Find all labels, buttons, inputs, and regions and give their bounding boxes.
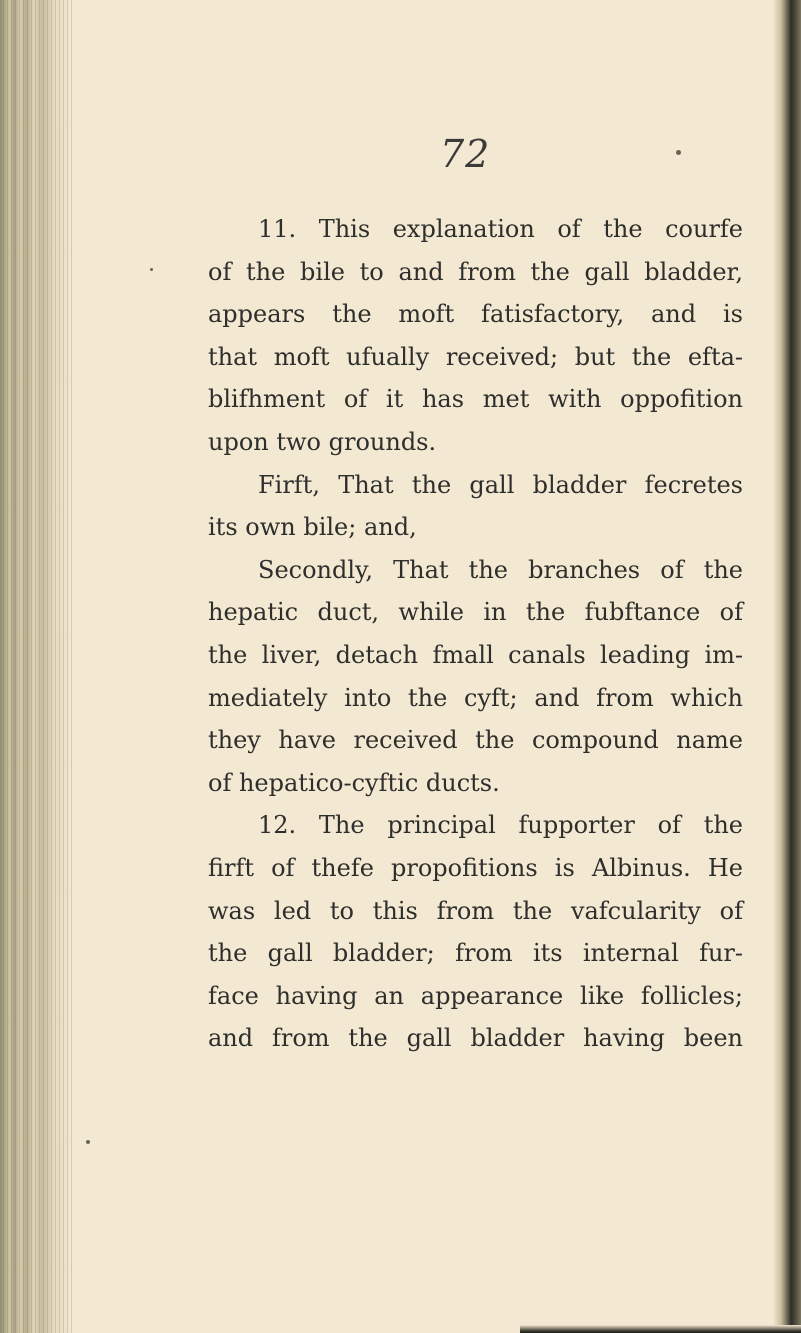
text-line: mediately into the cyft; and from which [208, 683, 743, 712]
text-line: of the bile to and from the gall bladder, [208, 257, 743, 286]
ink-speck [86, 1140, 90, 1144]
text-line: hepatic duct, while in the fubftance of [208, 598, 743, 627]
text-line: and from the gall bladder having been [208, 1024, 743, 1053]
text-line: Secondly, That the branches of the [258, 555, 743, 584]
text-line: appears the moft fatisfactory, and is [208, 300, 743, 329]
ink-speck [676, 150, 681, 155]
text-line: 12. The principal fupporter of the [258, 811, 743, 840]
text-line: the liver, detach fmall canals leading im- [208, 640, 743, 669]
page-right-edge [773, 0, 801, 1333]
page-bottom-edge [520, 1325, 801, 1333]
text-line: they have received the compound name [208, 726, 743, 755]
text-line: 11. This explanation of the courfe [258, 215, 743, 243]
ink-speck [150, 268, 153, 271]
body-text [208, 208, 743, 1060]
text-line: Firft, That the gall bladder fecretes [258, 470, 743, 499]
text-line: the gall bladder; from its internal fur- [208, 939, 743, 968]
text-line: face having an appearance like follicles; [208, 981, 743, 1010]
text-line: its own bile; and, [208, 513, 417, 542]
page-number: 72 [440, 132, 491, 176]
text-line: blifhment of it has met with oppofition [208, 385, 743, 414]
text-line: that moft ufually received; but the efta- [208, 342, 743, 371]
text-line: upon two grounds. [208, 427, 437, 456]
text-line: firft of thefe propofitions is Albinus. He [208, 853, 743, 882]
text-line: of hepatico-cyftic ducts. [208, 768, 500, 797]
gutter-lines [0, 0, 72, 1333]
text-line: was led to this from the vafcularity of [208, 896, 743, 925]
